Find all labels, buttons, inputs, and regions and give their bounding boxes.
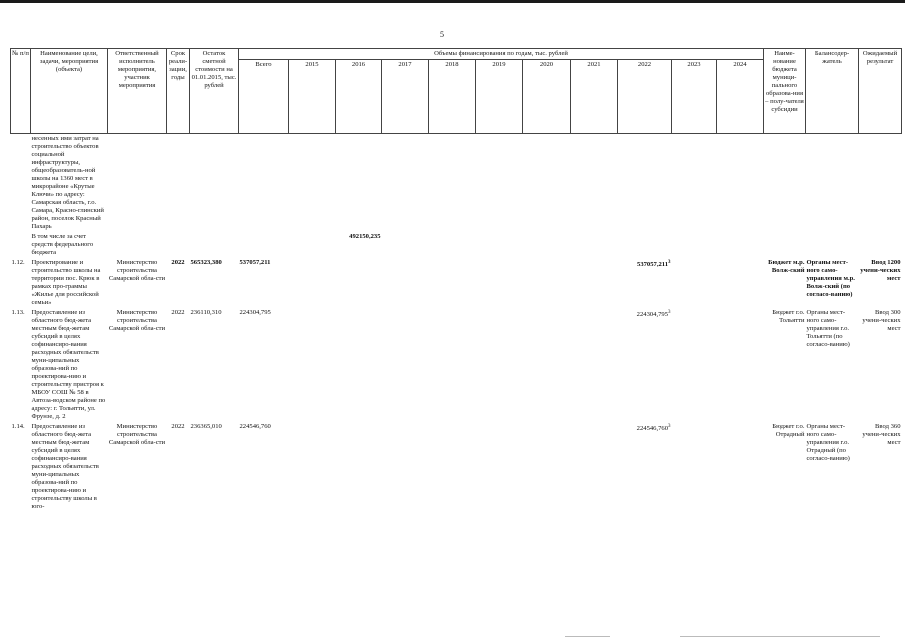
header-financing: Объемы финансирования по годам, тыс. рублей [239, 49, 764, 60]
table-row [11, 258, 902, 308]
cell-recipient: Бюджет м.р. Волж-ский [768, 259, 805, 274]
top-border [0, 0, 905, 3]
header-holder: Балансодер-жатель [806, 49, 859, 134]
cell-holder: Органы мест-ного само-управления г.о. Отрадный (по согласо-ванию) [806, 423, 850, 462]
cell-result: Ввод 360 учени-ческих мест [862, 423, 901, 446]
header-total: Всего [239, 60, 289, 134]
cell-2022: 224546,760 [636, 425, 668, 433]
cell-holder: Органы мест-ного само-управления г.о. Тольятти (по согласо-ванию) [806, 309, 850, 348]
header-name: Наименование цели, задачи, мероприятия (объекта) [31, 49, 108, 134]
scan-artifact [680, 636, 880, 637]
cell-executor: Министерство строительства Самарской обла-сти [108, 309, 166, 332]
cell-num: 1.12. [11, 259, 25, 266]
footnote-mark: 3 [668, 424, 671, 429]
header-term: Срок реали-зации, годы [167, 49, 190, 134]
cell-total: 224304,795 [239, 309, 271, 316]
cell-balance: 236110,310 [190, 309, 222, 316]
cell-num: 1.13. [11, 309, 25, 316]
table-row [11, 422, 902, 512]
cell-term: 2022 [171, 309, 185, 316]
header-year: 2023 [672, 60, 717, 134]
cell-name: Проектирование и строительство школы на территории пос. Крюк в рамках про-граммы «Жилье для российской семьи» [31, 259, 101, 306]
header-balance: Остаток сметной стоимости на 01.01.2015, тыс. рублей [190, 49, 239, 134]
header-year: 2016 [336, 60, 382, 134]
header-num: № п/п [11, 49, 31, 134]
cell-2022: 537057,211 [637, 261, 668, 269]
header-year: 2021 [571, 60, 618, 134]
footnote-mark: 3 [668, 260, 671, 265]
scan-artifact [565, 636, 610, 637]
cell-term: 2022 [171, 259, 185, 266]
cell-total: 224546,760 [239, 423, 271, 430]
table-row [11, 134, 902, 233]
cell-num: 1.14. [11, 423, 25, 430]
cell-num [11, 232, 31, 258]
cell-term: 2022 [171, 423, 185, 430]
cell-total: 537057,211 [239, 259, 271, 266]
header-year: 2015 [289, 60, 336, 134]
table-row [11, 308, 902, 422]
header-recipient: Наиме-нование бюджета муници-пального образова-ния – полу-чателя субсидии [764, 49, 806, 134]
table-header [11, 49, 902, 134]
cell-executor: Министерство строительства Самарской обла-сти [108, 259, 166, 282]
cell-2016: 492150,235 [349, 233, 381, 240]
cell-recipient: Бюджет г.о. Тольятти [772, 309, 805, 324]
header-executor: Ответственный исполнитель мероприятия, участник мероприятия [108, 49, 167, 134]
header-year: 2018 [429, 60, 476, 134]
cell-name: В том числе за счет средств федерального бюджета [31, 233, 94, 256]
cell-balance: 236365,010 [190, 423, 222, 430]
cell-name: несенных ими затрат на строительство объектов социальной инфраструктуры, общеобразователь-ной школы на 1360 мест в микрорайоне «Крутые Ключи» по адресу: Самарская область, г.о. Самара, Красно-глинский район, поселок Красный Пахарь [31, 135, 104, 230]
cell-name: Предоставление из областного бюд-жета местным бюд-жетам субсидий в целях софинансиро-вания расходных обязательств муни-ципальных образова-ний по проектирова-нию и строительству пристроя к МБОУ СОШ № 58 в Автоза-водском районе по адресу: г. Тольятти, ул. Фрунзе, д. 2 [31, 309, 106, 420]
cell-result: Ввод 1200 учени-ческих мест [860, 259, 901, 282]
cell-name: Предоставление из областного бюд-жета местным бюд-жетам субсидий в целях софинансиро-вания расходных обязательств муни-ципальных образова-ний по проектирова-нию и строительству школы в юго- [31, 423, 99, 510]
page-number: 5 [440, 30, 444, 39]
table-row [11, 232, 902, 258]
header-year: 2024 [717, 60, 764, 134]
cell-balance: 565323,380 [190, 259, 222, 266]
header-year: 2020 [523, 60, 571, 134]
cell-2022: 224304,795 [636, 311, 668, 319]
financing-table [10, 48, 902, 512]
header-result: Ожидаемый результат [859, 49, 902, 134]
cell-num [11, 134, 31, 233]
cell-result: Ввод 300 учени-ческих мест [862, 309, 901, 332]
header-year: 2017 [382, 60, 429, 134]
footnote-mark: 3 [668, 310, 671, 315]
cell-holder: Органы мест-ного само-управления м.р. Волж-ский (по согласо-ванию) [806, 259, 855, 298]
header-year: 2019 [476, 60, 523, 134]
cell-recipient: Бюджет г.о. Отрадный [772, 423, 805, 438]
header-year: 2022 [618, 60, 672, 134]
cell-executor: Министерство строительства Самарской обла-сти [108, 423, 166, 446]
